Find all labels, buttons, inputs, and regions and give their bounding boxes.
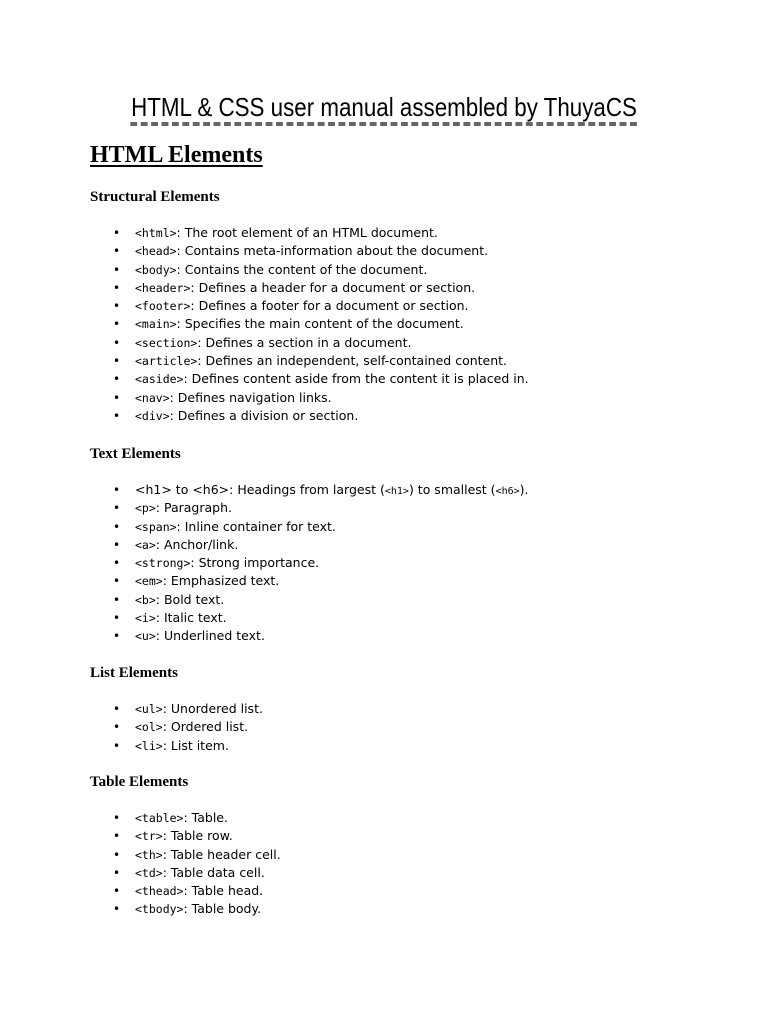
tag-description: : Table header cell.	[162, 846, 281, 862]
tag-code: <ul>	[135, 702, 163, 716]
tag-code: <span>	[135, 519, 177, 534]
tag-description: : The root element of an HTML document.	[176, 225, 438, 240]
bullet-icon: •	[113, 629, 121, 644]
document-title	[54, 91, 714, 123]
tag-description: : Defines a header for a document or section.	[190, 279, 476, 295]
tag-code: <td>	[135, 865, 163, 880]
section-heading: Structural Elements	[90, 189, 220, 205]
tag-code: <u>	[135, 629, 156, 644]
tag-code: <i>	[135, 611, 156, 626]
bullet-icon: •	[113, 556, 121, 571]
bullet-icon: •	[113, 537, 121, 552]
bullet-icon: •	[113, 408, 121, 423]
tag-description: : Inline container for text.	[176, 518, 336, 534]
tag-code: <main>	[135, 317, 177, 332]
bullet-icon: •	[113, 244, 121, 259]
main-heading: HTML Elements	[90, 142, 263, 168]
bullet-icon: •	[113, 519, 121, 534]
tag-description: : Anchor/link.	[155, 536, 239, 552]
bullet-icon: •	[113, 226, 121, 240]
tag-description: : Table head.	[183, 883, 264, 899]
tag-code: <strong>	[135, 556, 191, 571]
tag-code: <div>	[135, 408, 170, 423]
tag-code: <h6>	[495, 486, 520, 497]
tag-description: : Defines a section in a document.	[197, 334, 412, 350]
tag-code: <head>	[135, 244, 177, 259]
tag-description: : Underlined text.	[155, 628, 265, 644]
bullet-icon: •	[113, 501, 121, 516]
bullet-icon: •	[113, 865, 121, 880]
tag-description: : Ordered list.	[162, 719, 249, 735]
tag-code: <h1>	[384, 486, 409, 497]
document-title-text: HTML & CSS user manual assembled by ThuyaCS	[131, 92, 637, 122]
tag-code: <header>	[135, 280, 191, 295]
tag-description: : Defines navigation links.	[169, 389, 332, 405]
tag-description: : Defines a footer for a document or section.	[190, 298, 469, 314]
tag-description: : Table data cell.	[162, 864, 265, 880]
bullet-icon: •	[113, 335, 121, 350]
tag-code: <ol>	[135, 720, 163, 735]
tag-code: <nav>	[135, 390, 170, 405]
tag-code: <aside>	[135, 372, 184, 387]
bullet-icon: •	[113, 354, 121, 369]
bullet-icon: •	[113, 884, 121, 899]
bullet-icon: •	[113, 611, 121, 626]
tag-description: : Contains the content of the document.	[176, 261, 428, 277]
tag-description: : Bold text.	[155, 591, 225, 607]
tag-description: : Defines content aside from the content it is placed in.	[183, 371, 529, 387]
tag-code: <footer>	[135, 299, 191, 314]
tag-code: <th>	[135, 847, 163, 862]
tag-description: to <h6>: Headings from largest (	[171, 482, 385, 497]
bullet-icon: •	[113, 847, 121, 862]
bullet-icon: •	[113, 372, 121, 387]
tag-description: : Table row.	[162, 828, 233, 844]
bullet-icon: •	[113, 829, 121, 844]
tag-description: : Unordered list.	[162, 701, 263, 716]
tag-description: : List item.	[162, 737, 229, 753]
tag-description: : Specifies the main content of the document.	[176, 316, 464, 332]
tag-description: : Defines an independent, self-contained content.	[197, 353, 508, 369]
tag-code: <b>	[135, 592, 156, 607]
tag-code: <tr>	[135, 829, 163, 844]
tag-code: <p>	[135, 501, 156, 516]
tag-code: <body>	[135, 262, 177, 277]
tag-code: <thead>	[135, 884, 184, 899]
bullet-icon: •	[113, 280, 121, 295]
tag-code: <a>	[135, 537, 156, 552]
tag-description: : Table.	[183, 810, 228, 825]
tag-description: ) to smallest (	[408, 482, 496, 497]
tag-code: <li>	[135, 738, 163, 753]
bullet-icon: •	[113, 702, 121, 716]
bullet-icon: •	[113, 720, 121, 735]
tag-description: : Defines a division or section.	[169, 407, 359, 423]
bullet-icon: •	[113, 262, 121, 277]
tag-description: ).	[519, 482, 529, 497]
bullet-icon: •	[113, 811, 121, 825]
bullet-icon: •	[113, 574, 121, 589]
bullet-icon: •	[113, 738, 121, 753]
section-heading: Table Elements	[90, 774, 189, 790]
tag-code: <html>	[135, 226, 177, 240]
bullet-icon: •	[113, 390, 121, 405]
tag-code: <table>	[135, 811, 184, 825]
tag-description: : Italic text.	[155, 610, 227, 626]
tag-description: : Paragraph.	[155, 500, 232, 516]
bullet-icon: •	[113, 483, 121, 497]
section-heading: Text Elements	[90, 446, 181, 462]
tag-description: : Table body.	[183, 901, 262, 917]
tag-code: <tbody>	[135, 902, 184, 917]
tag-code: <article>	[135, 354, 198, 369]
section-heading: List Elements	[90, 665, 178, 681]
tag-description: : Emphasized text.	[162, 573, 280, 589]
tag-description: : Contains meta-information about the document.	[176, 243, 489, 259]
bullet-icon: •	[113, 902, 121, 917]
tag-code: <em>	[135, 574, 163, 589]
bullet-icon: •	[113, 317, 121, 332]
tag-description: : Strong importance.	[190, 555, 320, 571]
bullet-icon: •	[113, 299, 121, 314]
bullet-icon: •	[113, 592, 121, 607]
tag-code: <section>	[135, 335, 198, 350]
tag-description: <h1>	[135, 482, 172, 497]
